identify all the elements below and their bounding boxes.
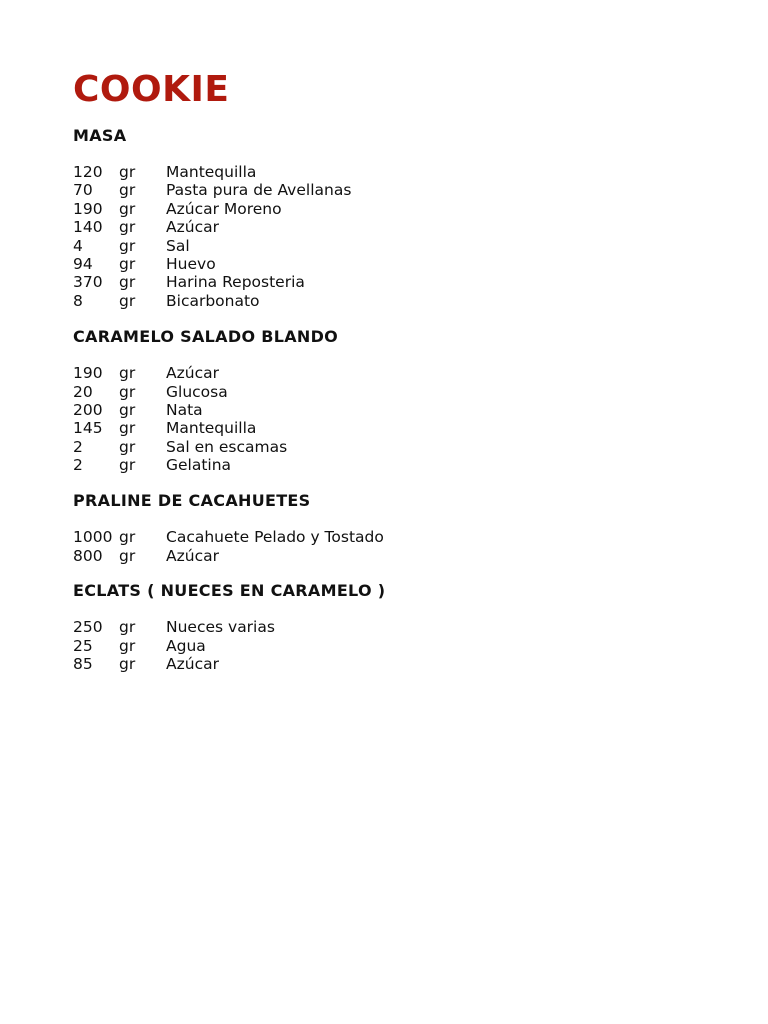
ingredient-unit: gr — [119, 236, 136, 255]
ingredient-list — [73, 163, 713, 310]
ingredient-quantity: 140 — [73, 218, 103, 237]
ingredient-quantity: 120 — [73, 163, 103, 181]
ingredient-row — [73, 237, 713, 255]
section-title: PRALINE DE CACAHUETES — [73, 491, 311, 511]
ingredient-name: Azúcar — [166, 655, 219, 674]
ingredient-name: Gelatina — [166, 456, 232, 475]
ingredient-row — [73, 528, 713, 546]
ingredient-unit: gr — [119, 218, 136, 237]
ingredient-quantity: 25 — [73, 636, 93, 655]
recipe-page — [73, 66, 713, 673]
ingredient-unit: gr — [119, 618, 136, 637]
ingredient-row — [73, 438, 713, 456]
ingredient-row — [73, 618, 713, 636]
ingredient-quantity: 200 — [73, 400, 103, 419]
ingredient-row — [73, 655, 713, 673]
ingredient-quantity: 190 — [73, 364, 103, 383]
ingredient-row — [73, 547, 713, 565]
ingredient-unit: gr — [119, 291, 136, 310]
ingredient-unit: gr — [119, 456, 136, 475]
section-title: ECLATS ( NUECES EN CARAMELO ) — [73, 581, 386, 601]
ingredient-unit: gr — [119, 528, 136, 547]
ingredient-list — [73, 618, 713, 673]
ingredient-name: Azúcar — [166, 546, 219, 565]
section-praline-de-cacahuetes — [73, 491, 713, 565]
ingredient-unit: gr — [119, 546, 136, 565]
ingredient-row — [73, 419, 713, 437]
ingredient-unit: gr — [119, 400, 136, 419]
ingredient-quantity: 1000 — [73, 528, 113, 547]
ingredient-name: Sal — [166, 236, 190, 255]
ingredient-name: Harina Reposteria — [166, 273, 305, 292]
ingredient-row — [73, 383, 713, 401]
section-title: CARAMELO SALADO BLANDO — [73, 327, 339, 347]
ingredient-unit: gr — [119, 273, 136, 292]
section-eclats — [73, 581, 713, 673]
ingredient-quantity: 4 — [73, 236, 83, 255]
ingredient-quantity: 85 — [73, 655, 93, 674]
ingredient-name: Huevo — [166, 254, 216, 273]
recipe-title: COOKIE — [73, 69, 230, 110]
ingredient-name: Sal en escamas — [166, 437, 288, 456]
ingredient-unit: gr — [119, 163, 136, 181]
ingredient-row — [73, 218, 713, 236]
ingredient-unit: gr — [119, 419, 136, 438]
ingredient-quantity: 70 — [73, 181, 93, 200]
ingredient-name: Agua — [166, 636, 206, 655]
ingredient-name: Mantequilla — [166, 163, 257, 181]
ingredient-quantity: 2 — [73, 456, 83, 475]
ingredient-unit: gr — [119, 382, 136, 401]
ingredient-row — [73, 364, 713, 382]
ingredient-unit: gr — [119, 199, 136, 218]
ingredient-row — [73, 401, 713, 419]
ingredient-name: Cacahuete Pelado y Tostado — [166, 528, 384, 547]
ingredient-name: Azúcar Moreno — [166, 199, 282, 218]
ingredient-row — [73, 255, 713, 273]
ingredient-list — [73, 528, 713, 565]
ingredient-quantity: 145 — [73, 419, 103, 438]
section-masa — [73, 126, 713, 310]
ingredient-quantity: 94 — [73, 254, 93, 273]
ingredient-list — [73, 364, 713, 474]
ingredient-row — [73, 200, 713, 218]
ingredient-row — [73, 163, 713, 181]
ingredient-quantity: 2 — [73, 437, 83, 456]
ingredient-unit: gr — [119, 437, 136, 456]
ingredient-row — [73, 273, 713, 291]
ingredient-unit: gr — [119, 636, 136, 655]
ingredient-quantity: 250 — [73, 618, 103, 637]
ingredient-quantity: 370 — [73, 273, 103, 292]
ingredient-quantity: 190 — [73, 199, 103, 218]
ingredient-name: Azúcar — [166, 218, 219, 237]
ingredient-unit: gr — [119, 364, 136, 383]
ingredient-row — [73, 456, 713, 474]
ingredient-name: Glucosa — [166, 382, 228, 401]
ingredient-row — [73, 292, 713, 310]
ingredient-name: Pasta pura de Avellanas — [166, 181, 352, 200]
ingredient-quantity: 20 — [73, 382, 93, 401]
section-caramelo-salado-blando — [73, 327, 713, 474]
ingredient-quantity: 8 — [73, 291, 83, 310]
ingredient-unit: gr — [119, 181, 136, 200]
ingredient-name: Nueces varias — [166, 618, 275, 637]
ingredient-unit: gr — [119, 254, 136, 273]
ingredient-name: Bicarbonato — [166, 291, 260, 310]
ingredient-quantity: 800 — [73, 546, 103, 565]
section-title: MASA — [73, 126, 127, 145]
ingredient-row — [73, 637, 713, 655]
ingredient-name: Azúcar — [166, 364, 219, 383]
ingredient-row — [73, 181, 713, 199]
ingredient-name: Mantequilla — [166, 419, 257, 438]
ingredient-name: Nata — [166, 400, 203, 419]
ingredient-unit: gr — [119, 655, 136, 674]
